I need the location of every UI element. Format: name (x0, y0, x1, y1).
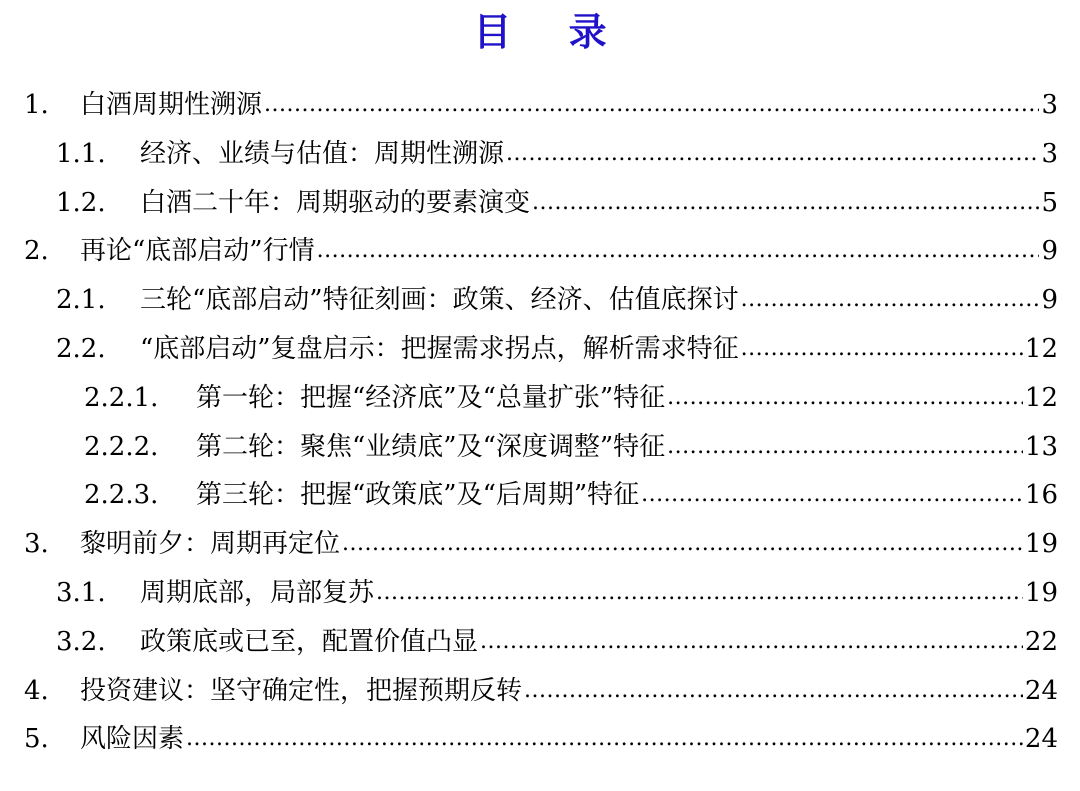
toc-entry-page: 19 (1024, 578, 1058, 608)
toc-entry[interactable] (56, 132, 1058, 176)
toc-entry-title: 第二轮：聚焦“业绩底”及“深度调整”特征 (196, 431, 666, 462)
toc-entry-number: 2.2.3. (84, 480, 159, 511)
toc-entry[interactable] (84, 425, 1058, 469)
toc-entry-title: 再论“底部启动”行情 (80, 236, 315, 267)
toc-entry-page: 19 (1024, 529, 1058, 560)
toc-dot-leader (739, 327, 1023, 371)
toc-entry-page: 24 (1024, 675, 1058, 706)
toc-entry-title: “底部启动”复盘启示：把握需求拐点，解析需求特征 (140, 334, 739, 364)
toc-entry-title: 经济、业绩与估值：周期性溯源 (140, 138, 505, 169)
toc-entry-page: 9 (1041, 285, 1058, 316)
toc-dot-leader (374, 571, 1023, 615)
toc-entry-number: 1.2. (56, 187, 106, 218)
toc-dot-leader (315, 229, 1040, 273)
toc-entry-page: 24 (1024, 724, 1058, 755)
toc-dot-leader (478, 620, 1023, 664)
toc-entry[interactable] (24, 83, 1058, 127)
toc-entry-number: 4. (24, 675, 49, 706)
toc-entry[interactable] (56, 571, 1058, 615)
toc-dot-leader (665, 376, 1023, 420)
toc-entry-title: 第一轮：把握“经济底”及“总量扩张”特征 (196, 382, 666, 413)
toc-entry-number: 2.2.1. (84, 382, 159, 413)
toc-entry-page: 22 (1024, 626, 1058, 657)
toc-entry-number: 1. (24, 90, 49, 120)
toc-title: 目 录 (473, 9, 629, 54)
toc-entry-number: 3.1. (56, 578, 106, 608)
toc-entry-number: 5. (24, 724, 49, 755)
toc-entry-title: 白酒周期性溯源 (80, 90, 263, 120)
toc-entry-number: 2. (24, 236, 49, 267)
toc-entry[interactable] (24, 229, 1058, 273)
toc-entry[interactable] (56, 278, 1058, 322)
toc-dot-leader (340, 522, 1023, 566)
toc-dot-leader (522, 669, 1023, 713)
toc-entry-page: 9 (1041, 236, 1058, 267)
toc-entry[interactable] (24, 669, 1058, 713)
toc-entry-number: 2.1. (56, 285, 106, 316)
toc-entry-title: 三轮“底部启动”特征刻画：政策、经济、估值底探讨 (140, 285, 739, 316)
toc-entry-page: 5 (1041, 187, 1058, 218)
toc-dot-leader (639, 473, 1023, 517)
toc-entry-page: 3 (1041, 138, 1058, 169)
toc-entry-title: 白酒二十年：周期驱动的要素演变 (140, 187, 531, 218)
toc-entry-title: 黎明前夕：周期再定位 (80, 529, 341, 560)
toc-entry-number: 2.2. (56, 334, 106, 364)
toc-dot-leader (665, 425, 1023, 469)
toc-dot-leader (739, 278, 1040, 322)
toc-dot-leader (184, 717, 1023, 761)
toc-entry[interactable] (56, 327, 1058, 371)
toc-entry-number: 3.2. (56, 626, 106, 657)
toc-dot-leader (262, 83, 1039, 127)
toc-entry-number: 2.2.2. (84, 431, 159, 462)
toc-entry-page: 16 (1024, 480, 1058, 511)
toc-entry-page: 12 (1024, 382, 1058, 413)
toc-entry-title: 风险因素 (80, 724, 185, 755)
toc-entry[interactable] (56, 620, 1058, 664)
toc-entry-number: 1.1. (56, 138, 106, 169)
toc-dot-leader (530, 181, 1039, 225)
toc-entry[interactable] (56, 181, 1058, 225)
toc-entry[interactable] (24, 522, 1058, 566)
toc-entry[interactable] (84, 473, 1058, 517)
toc-entry-page: 12 (1024, 334, 1058, 364)
toc-entry-title: 投资建议：坚守确定性，把握预期反转 (80, 675, 523, 706)
toc-entry[interactable] (84, 376, 1058, 420)
toc-entry-title: 周期底部，局部复苏 (140, 578, 375, 608)
toc-entry-title: 第三轮：把握“政策底”及“后周期”特征 (196, 480, 640, 511)
toc-entry-number: 3. (24, 529, 49, 560)
toc-entry-title: 政策底或已至，配置价值凸显 (140, 626, 479, 657)
toc-entry-page: 3 (1041, 90, 1058, 120)
toc-entry[interactable] (24, 717, 1058, 761)
toc-dot-leader (504, 132, 1039, 176)
toc-entry-page: 13 (1024, 431, 1058, 462)
